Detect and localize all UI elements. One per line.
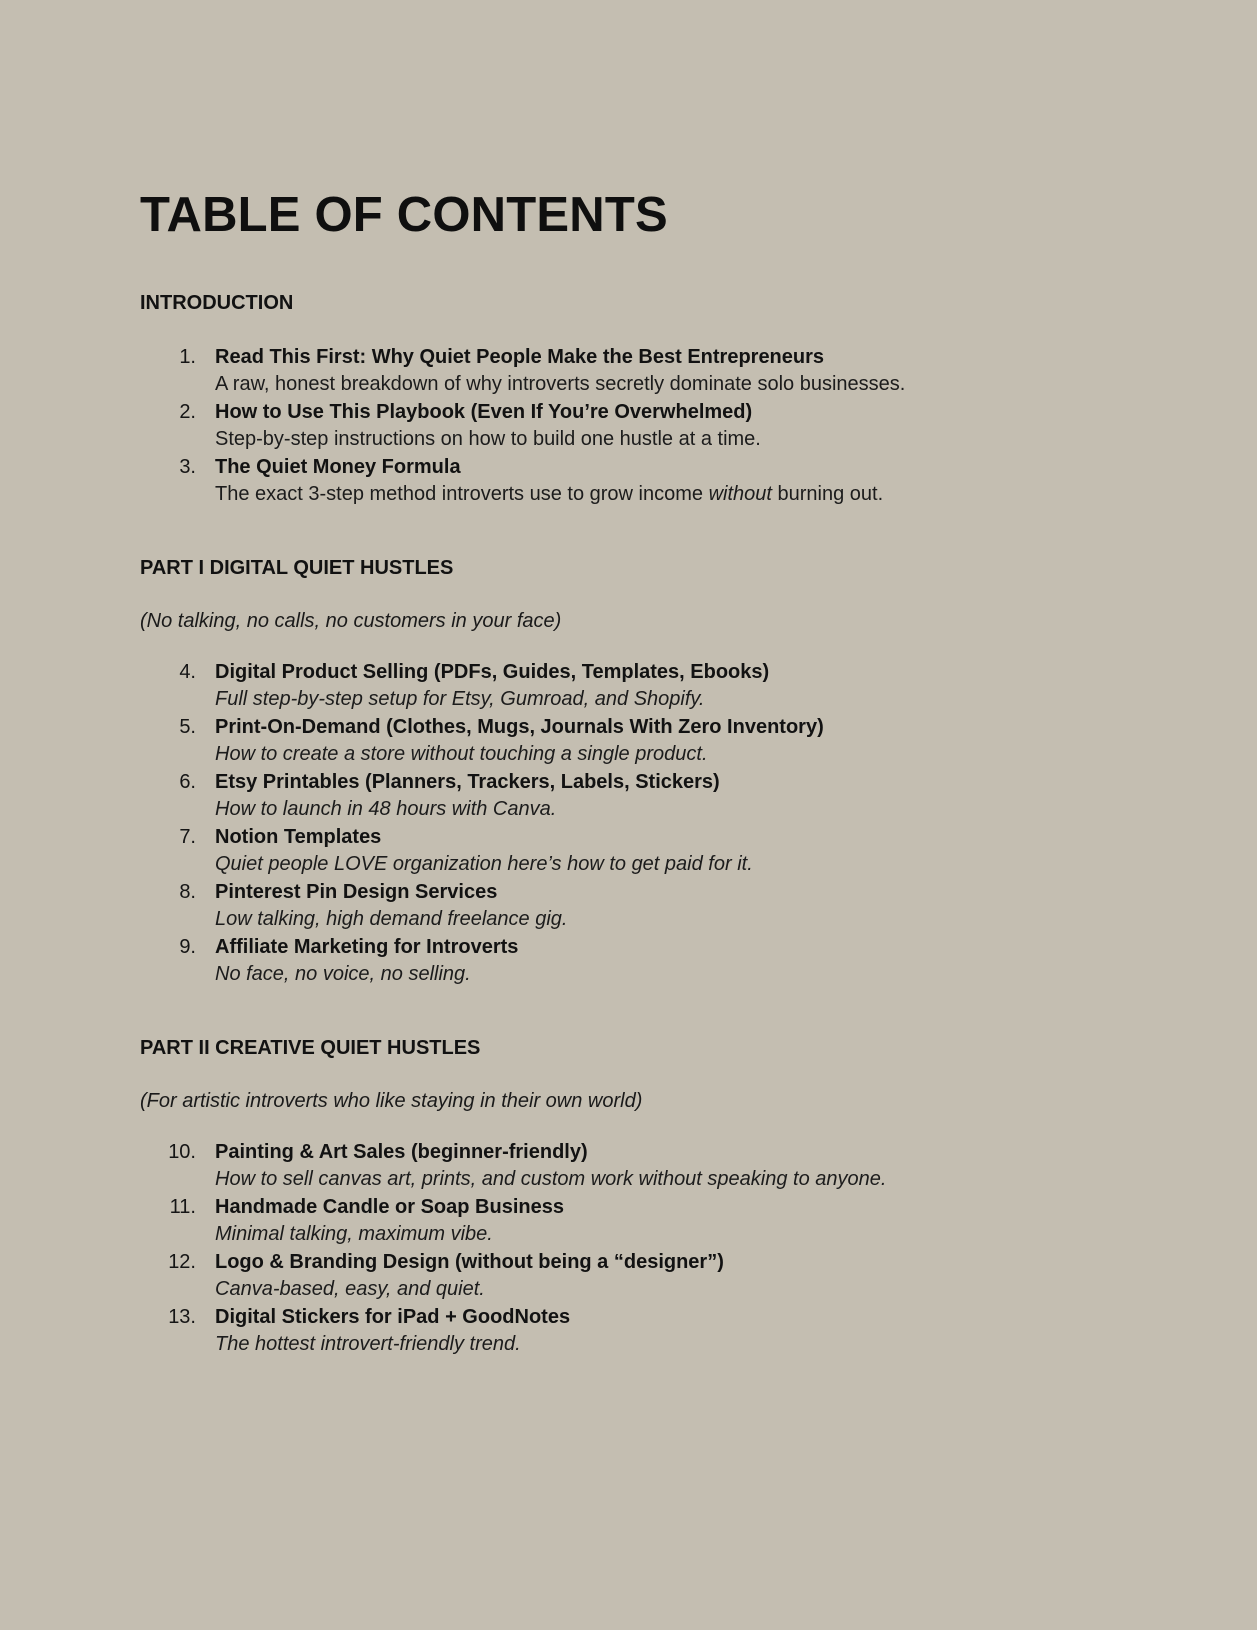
description-text: The exact 3-step method introverts use to grow income [215, 483, 709, 505]
item-title: Affiliate Marketing for Introverts [215, 936, 519, 958]
item-description: Full step-by-step setup for Etsy, Gumroad, and Shopify. [215, 688, 705, 710]
toc-item [140, 823, 1140, 878]
item-description: Low talking, high demand freelance gig. [215, 908, 568, 930]
description-text: burning out. [771, 483, 884, 505]
item-title: The Quiet Money Formula [215, 456, 461, 478]
document-page [140, 187, 1140, 1358]
item-title: Digital Product Selling (PDFs, Guides, Templates, Ebooks) [215, 661, 770, 683]
item-number: 13. [168, 1306, 196, 1328]
toc-item [140, 658, 1140, 713]
toc-item [140, 398, 1140, 453]
item-description: Step-by-step instructions on how to build one hustle at a time. [215, 428, 761, 450]
item-description: Quiet people LOVE organization here’s how to get paid for it. [215, 853, 753, 875]
item-description: How to launch in 48 hours with Canva. [215, 798, 557, 820]
page-title: TABLE OF CONTENTS [140, 188, 668, 242]
item-number: 2. [179, 401, 196, 423]
item-number: 3. [179, 456, 196, 478]
item-number: 6. [179, 771, 196, 793]
toc-item [140, 343, 1140, 398]
section-heading-introduction: INTRODUCTION [140, 292, 294, 314]
item-title: Notion Templates [215, 826, 382, 848]
item-title: Digital Stickers for iPad + GoodNotes [215, 1306, 571, 1328]
item-description: Canva-based, easy, and quiet. [215, 1278, 485, 1300]
item-number: 10. [168, 1141, 196, 1163]
item-number: 8. [179, 881, 196, 903]
item-number: 5. [179, 716, 196, 738]
toc-item [140, 713, 1140, 768]
item-description: Minimal talking, maximum vibe. [215, 1223, 493, 1245]
toc-item [140, 878, 1140, 933]
item-title: Handmade Candle or Soap Business [215, 1196, 564, 1218]
item-title: Painting & Art Sales (beginner-friendly) [215, 1141, 588, 1163]
section-note-part-2: (For artistic introverts who like staying in their own world) [140, 1090, 643, 1112]
part-1-list [140, 658, 1140, 988]
item-description: How to create a store without touching a single product. [215, 743, 708, 765]
item-description: No face, no voice, no selling. [215, 963, 471, 985]
item-title: How to Use This Playbook (Even If You’re Overwhelmed) [215, 401, 753, 423]
item-number: 1. [179, 346, 196, 368]
toc-item [140, 1138, 1140, 1193]
item-description [215, 481, 1140, 508]
item-description: A raw, honest breakdown of why introverts secretly dominate solo businesses. [215, 373, 906, 395]
section-heading-part-2: PART II CREATIVE QUIET HUSTLES [140, 1037, 481, 1059]
toc-item [140, 768, 1140, 823]
part-2-list [140, 1138, 1140, 1358]
toc-item [140, 1303, 1140, 1358]
item-title: Read This First: Why Quiet People Make the Best Entrepreneurs [215, 346, 825, 368]
item-description: The hottest introvert-friendly trend. [215, 1333, 521, 1355]
item-description: How to sell canvas art, prints, and custom work without speaking to anyone. [215, 1168, 887, 1190]
item-number: 9. [179, 936, 196, 958]
item-number: 11. [169, 1196, 196, 1218]
toc-item [140, 453, 1140, 508]
item-title: Logo & Branding Design (without being a “designer”) [215, 1251, 724, 1273]
item-title: Print-On-Demand (Clothes, Mugs, Journals With Zero Inventory) [215, 716, 824, 738]
item-title: Pinterest Pin Design Services [215, 881, 498, 903]
item-title: Etsy Printables (Planners, Trackers, Labels, Stickers) [215, 771, 720, 793]
introduction-list [140, 343, 1140, 508]
section-heading-part-1: PART I DIGITAL QUIET HUSTLES [140, 557, 454, 579]
item-number: 12. [168, 1251, 196, 1273]
item-number: 4. [179, 661, 196, 683]
description-emphasis: without [708, 483, 772, 505]
toc-item [140, 1248, 1140, 1303]
item-number: 7. [179, 826, 196, 848]
toc-item [140, 933, 1140, 988]
section-note-part-1: (No talking, no calls, no customers in your face) [140, 610, 562, 632]
toc-item [140, 1193, 1140, 1248]
